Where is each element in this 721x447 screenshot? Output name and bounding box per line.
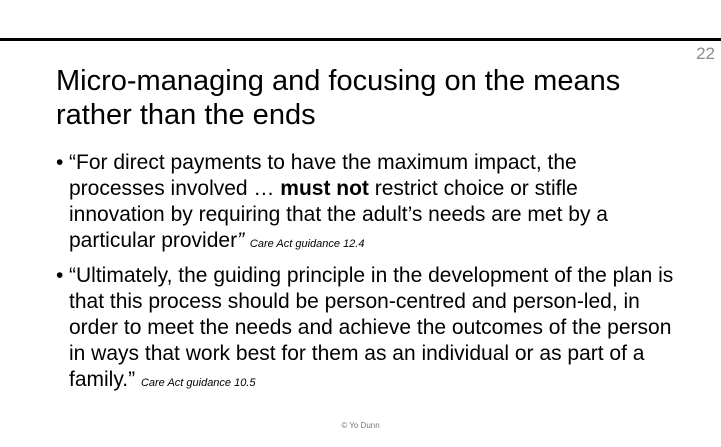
bullet-text-continued: restrict choice or stifle innovation by requiring that the adult’s needs are met by a particular provider [69,177,608,252]
citation: Care Act guidance 10.5 [140,377,256,389]
bullet-icon: • [56,151,64,174]
bullet-icon: • [56,264,64,287]
bullet-item [56,150,676,257]
page-number: 22 [696,44,715,63]
closing-quote: ” [237,229,245,252]
bullet-item [56,263,676,396]
top-divider [0,38,721,41]
slide-title: Micro-managing and focusing on the means rather than the ends [56,65,621,131]
bullet-bold-text: must not [280,177,369,200]
citation: Care Act guidance 12.4 [249,238,365,250]
bullet-text: “For direct payments to have the maximum impact, the processes involved … [69,151,577,200]
bullet-text: “Ultimately, the guiding principle in the development of the plan is that this process should be person-centred and person-led, in order to meet the needs and achieve the outcomes of the person in ways that work best for them as an individual or as part of a family.” [69,264,674,391]
footer-copyright: © Yo Dunn [341,421,380,430]
bullet-list [56,150,676,402]
